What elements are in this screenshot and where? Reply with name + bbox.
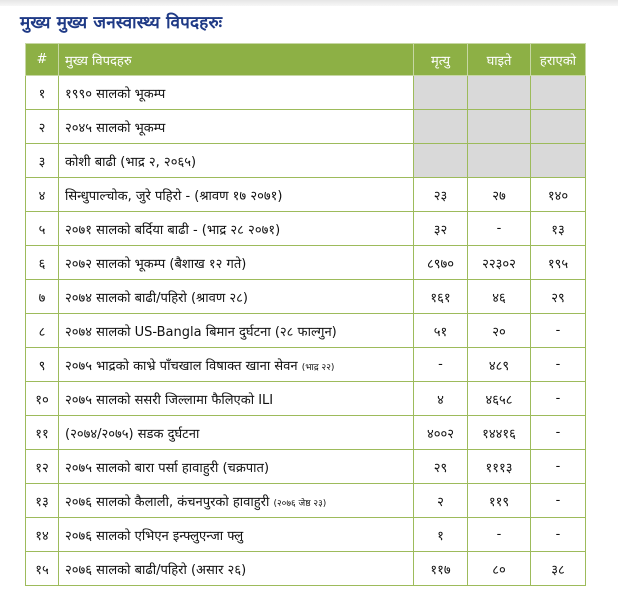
missing-cell: - xyxy=(531,450,586,484)
missing-cell xyxy=(531,144,586,178)
event-name: (२०७४/२०७५) सडक दुर्घटना xyxy=(65,426,200,442)
missing-cell: - xyxy=(531,484,586,518)
event-name: २०७६ सालको कैलाली, कंचनपुरको हावाहुरी xyxy=(65,494,270,510)
injured-cell: २० xyxy=(468,314,531,348)
table-row xyxy=(26,314,586,348)
injured-cell: १४४१६ xyxy=(468,416,531,450)
event-name: २०७५ भाद्रको काभ्रे पाँचखाल विषाक्त खाना सेवन xyxy=(65,358,298,374)
event-cell xyxy=(59,178,414,212)
disaster-table xyxy=(25,43,586,586)
event-cell xyxy=(59,144,414,178)
injured-cell xyxy=(468,110,531,144)
injured-cell: २२३०२ xyxy=(468,246,531,280)
missing-cell xyxy=(531,110,586,144)
deaths-cell: २ xyxy=(414,484,468,518)
event-name: २०७५ सालको ससरी जिल्लामा फैलिएको ILI xyxy=(65,392,274,408)
row-number: ५ xyxy=(26,212,59,246)
missing-cell: - xyxy=(531,416,586,450)
event-name: २०४५ सालको भूकम्प xyxy=(65,120,166,136)
deaths-cell: ५१ xyxy=(414,314,468,348)
row-number: २ xyxy=(26,110,59,144)
missing-cell: ३८ xyxy=(531,552,586,586)
event-cell xyxy=(59,450,414,484)
table-row xyxy=(26,416,586,450)
event-cell xyxy=(59,552,414,586)
page-title: मुख्य मुख्य जनस्वास्थ्य विपदहरुः xyxy=(20,13,223,33)
table-row xyxy=(26,518,586,552)
injured-cell: २७ xyxy=(468,178,531,212)
injured-cell: - xyxy=(468,212,531,246)
deaths-cell: ११७ xyxy=(414,552,468,586)
row-number: १४ xyxy=(26,518,59,552)
table-row xyxy=(26,484,586,518)
table-row xyxy=(26,178,586,212)
deaths-cell: ३२ xyxy=(414,212,468,246)
table-row xyxy=(26,280,586,314)
injured-cell: - xyxy=(468,518,531,552)
missing-cell: - xyxy=(531,518,586,552)
deaths-cell: ८९७० xyxy=(414,246,468,280)
deaths-cell xyxy=(414,76,468,110)
table-row xyxy=(26,382,586,416)
row-number: ८ xyxy=(26,314,59,348)
deaths-cell xyxy=(414,144,468,178)
table-row xyxy=(26,450,586,484)
event-name: सिन्धुपाल्चोक, जुरे पहिरो - (श्रावण १७ २०७१) xyxy=(65,188,283,204)
event-note: (२०७६ जेष्ठ २३) xyxy=(273,498,327,509)
row-number: १ xyxy=(26,76,59,110)
event-name: २०७४ सालको बाढी/पहिरो (श्रावण २८) xyxy=(65,290,248,306)
event-name: २०७१ सालको बर्दिया बाढी - (भाद्र २८ २०७१) xyxy=(65,222,281,238)
event-cell xyxy=(59,212,414,246)
deaths-cell xyxy=(414,110,468,144)
table-header-row xyxy=(26,44,586,76)
event-cell xyxy=(59,416,414,450)
event-cell xyxy=(59,348,414,382)
top-band xyxy=(0,0,618,6)
table-row xyxy=(26,246,586,280)
table-row xyxy=(26,212,586,246)
event-note: (भाद्र २२) xyxy=(301,362,335,373)
missing-cell: २९ xyxy=(531,280,586,314)
deaths-cell: १ xyxy=(414,518,468,552)
header-number: # xyxy=(26,44,59,76)
injured-cell: ११९ xyxy=(468,484,531,518)
injured-cell: ४६ xyxy=(468,280,531,314)
event-name: २०७५ सालको बारा पर्सा हावाहुरी (चक्रपात) xyxy=(65,460,270,476)
injured-cell: ८० xyxy=(468,552,531,586)
header-missing: हराएको xyxy=(531,44,586,76)
deaths-cell: ४ xyxy=(414,382,468,416)
missing-cell: १४० xyxy=(531,178,586,212)
deaths-cell: ४००२ xyxy=(414,416,468,450)
missing-cell: १३ xyxy=(531,212,586,246)
missing-cell: १९५ xyxy=(531,246,586,280)
event-cell xyxy=(59,76,414,110)
injured-cell: ४६५८ xyxy=(468,382,531,416)
missing-cell: - xyxy=(531,382,586,416)
event-name: १९९० सालको भूकम्प xyxy=(65,86,166,102)
deaths-cell: २९ xyxy=(414,450,468,484)
row-number: ७ xyxy=(26,280,59,314)
header-event: मुख्य विपदहरु xyxy=(59,44,414,76)
row-number: १५ xyxy=(26,552,59,586)
event-name: २०७६ सालको बाढी/पहिरो (असार २६) xyxy=(65,562,247,578)
row-number: १२ xyxy=(26,450,59,484)
deaths-cell: - xyxy=(414,348,468,382)
missing-cell: - xyxy=(531,314,586,348)
event-cell xyxy=(59,280,414,314)
event-cell xyxy=(59,484,414,518)
table-row xyxy=(26,552,586,586)
row-number: ९ xyxy=(26,348,59,382)
header-deaths: मृत्यु xyxy=(414,44,468,76)
deaths-cell: १६१ xyxy=(414,280,468,314)
event-name: २०७६ सालको एभिएन इन्फ्लुएन्जा फ्लु xyxy=(65,528,244,544)
table-row xyxy=(26,76,586,110)
event-name: कोशी बाढी (भाद्र २, २०६५) xyxy=(65,154,197,170)
injured-cell xyxy=(468,144,531,178)
row-number: १० xyxy=(26,382,59,416)
event-cell xyxy=(59,518,414,552)
event-name: २०७४ सालको US-Bangla बिमान दुर्घटना (२८ फाल्गुन) xyxy=(65,324,337,340)
event-cell xyxy=(59,382,414,416)
row-number: ११ xyxy=(26,416,59,450)
row-number: ३ xyxy=(26,144,59,178)
header-injured: घाइते xyxy=(468,44,531,76)
table-row xyxy=(26,348,586,382)
event-cell xyxy=(59,110,414,144)
row-number: १३ xyxy=(26,484,59,518)
row-number: ६ xyxy=(26,246,59,280)
injured-cell: ४८९ xyxy=(468,348,531,382)
event-name: २०७२ सालको भूकम्प (बैशाख १२ गते) xyxy=(65,256,247,272)
missing-cell xyxy=(531,76,586,110)
injured-cell xyxy=(468,76,531,110)
injured-cell: १११३ xyxy=(468,450,531,484)
event-cell xyxy=(59,246,414,280)
event-cell xyxy=(59,314,414,348)
table-row xyxy=(26,110,586,144)
row-number: ४ xyxy=(26,178,59,212)
table-row xyxy=(26,144,586,178)
missing-cell: - xyxy=(531,348,586,382)
deaths-cell: २३ xyxy=(414,178,468,212)
